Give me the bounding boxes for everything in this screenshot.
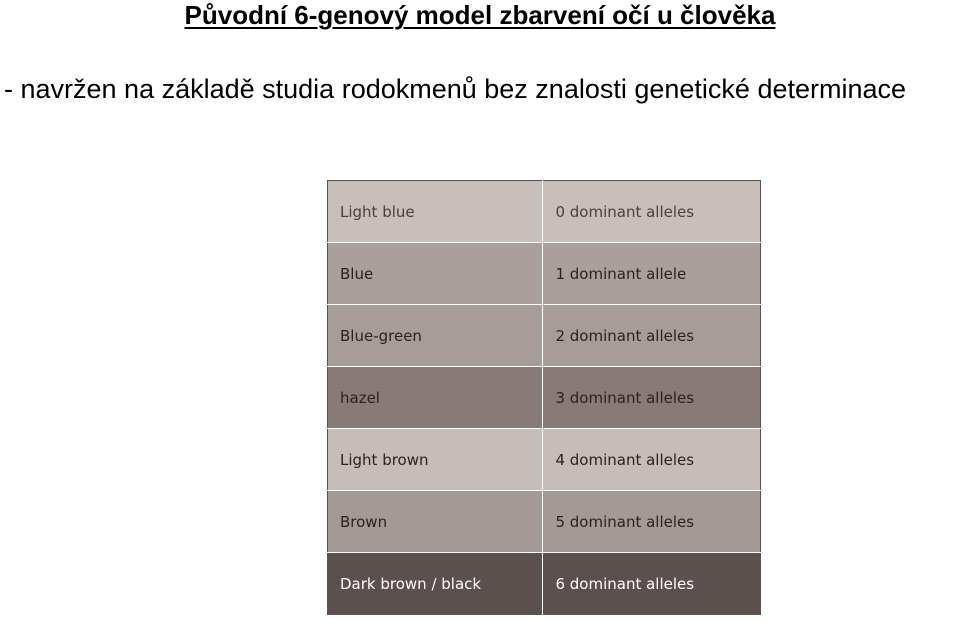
table-row <box>328 243 761 305</box>
eye-color-cell: Blue-green <box>328 305 543 367</box>
allele-count-cell: 0 dominant alleles <box>543 181 761 243</box>
table-row <box>328 367 761 429</box>
table-row <box>328 305 761 367</box>
eye-color-cell: Light brown <box>328 429 543 491</box>
eye-color-cell: Brown <box>328 491 543 553</box>
slide-title: Původní 6-genový model zbarvení očí u člověka <box>184 0 776 30</box>
allele-count-cell: 2 dominant alleles <box>543 305 761 367</box>
eye-color-cell: Dark brown / black <box>328 553 543 615</box>
allele-count-cell: 5 dominant alleles <box>543 491 761 553</box>
table-row <box>328 553 761 615</box>
table-row <box>328 181 761 243</box>
allele-count-cell: 4 dominant alleles <box>543 429 761 491</box>
slide-subtitle: - navržen na základě studia rodokmenů bez znalosti genetické determinace <box>4 74 907 104</box>
eye-color-cell: hazel <box>328 367 543 429</box>
eye-color-cell: Blue <box>328 243 543 305</box>
allele-count-cell: 1 dominant allele <box>543 243 761 305</box>
eye-color-table <box>327 180 761 615</box>
table-row <box>328 429 761 491</box>
eye-color-cell: Light blue <box>328 181 543 243</box>
allele-count-cell: 6 dominant alleles <box>543 553 761 615</box>
allele-count-cell: 3 dominant alleles <box>543 367 761 429</box>
table-row <box>328 491 761 553</box>
